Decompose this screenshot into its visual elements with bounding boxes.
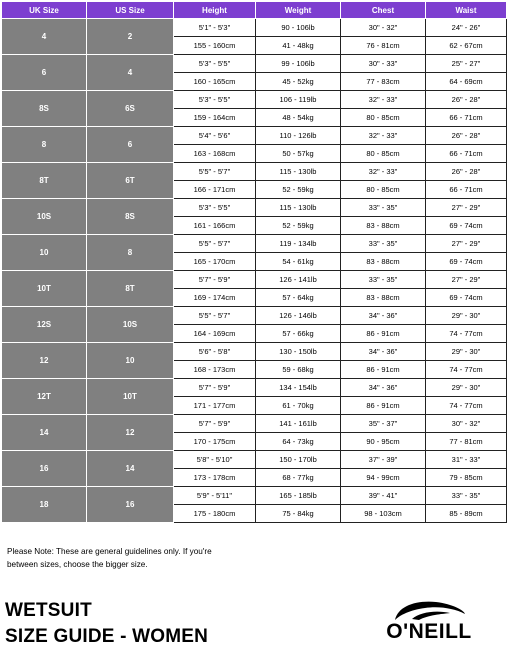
table-row [2, 199, 507, 217]
height-cell: 5'9" - 5'11" [174, 487, 256, 505]
height-cell: 175 - 180cm [174, 505, 256, 523]
uk-size-cell: 8T [2, 163, 87, 199]
height-cell: 155 - 160cm [174, 37, 256, 55]
chest-cell: 86 - 91cm [341, 397, 426, 415]
waist-cell: 66 - 71cm [426, 181, 507, 199]
height-cell: 5'6" - 5'8" [174, 343, 256, 361]
weight-cell: 99 - 106lb [256, 55, 341, 73]
uk-size-cell: 8S [2, 91, 87, 127]
waist-cell: 69 - 74cm [426, 289, 507, 307]
chest-cell: 30" - 33" [341, 55, 426, 73]
header-uk-size: UK Size [2, 2, 87, 19]
chest-cell: 98 - 103cm [341, 505, 426, 523]
uk-size-cell: 4 [2, 19, 87, 55]
weight-cell: 52 - 59kg [256, 181, 341, 199]
table-body [2, 19, 507, 523]
waist-cell: 64 - 69cm [426, 73, 507, 91]
waist-cell: 33" - 35" [426, 487, 507, 505]
chest-cell: 33" - 35" [341, 199, 426, 217]
us-size-cell: 10T [87, 379, 174, 415]
chest-cell: 34" - 36" [341, 343, 426, 361]
us-size-cell: 10 [87, 343, 174, 379]
uk-size-cell: 10S [2, 199, 87, 235]
uk-size-cell: 18 [2, 487, 87, 523]
table-row [2, 19, 507, 37]
waist-cell: 66 - 71cm [426, 145, 507, 163]
chest-cell: 32" - 33" [341, 127, 426, 145]
table-row [2, 379, 507, 397]
waist-cell: 79 - 85cm [426, 469, 507, 487]
weight-cell: 134 - 154lb [256, 379, 341, 397]
uk-size-cell: 10 [2, 235, 87, 271]
us-size-cell: 8S [87, 199, 174, 235]
height-cell: 163 - 168cm [174, 145, 256, 163]
height-cell: 5'7" - 5'9" [174, 271, 256, 289]
height-cell: 165 - 170cm [174, 253, 256, 271]
chest-cell: 83 - 88cm [341, 217, 426, 235]
height-cell: 5'3" - 5'5" [174, 91, 256, 109]
chest-cell: 83 - 88cm [341, 253, 426, 271]
chest-cell: 34" - 36" [341, 307, 426, 325]
waist-cell: 77 - 81cm [426, 433, 507, 451]
chest-cell: 33" - 35" [341, 271, 426, 289]
waist-cell: 26" - 28" [426, 127, 507, 145]
height-cell: 161 - 166cm [174, 217, 256, 235]
guide-title [5, 598, 208, 650]
chest-cell: 80 - 85cm [341, 181, 426, 199]
weight-cell: 126 - 146lb [256, 307, 341, 325]
height-cell: 169 - 174cm [174, 289, 256, 307]
weight-cell: 75 - 84kg [256, 505, 341, 523]
uk-size-cell: 12S [2, 307, 87, 343]
waist-cell: 30" - 32" [426, 415, 507, 433]
weight-cell: 115 - 130lb [256, 163, 341, 181]
weight-cell: 41 - 48kg [256, 37, 341, 55]
weight-cell: 165 - 185lb [256, 487, 341, 505]
table-row [2, 55, 507, 73]
waist-cell: 74 - 77cm [426, 361, 507, 379]
chest-cell: 86 - 91cm [341, 325, 426, 343]
weight-cell: 50 - 57kg [256, 145, 341, 163]
height-cell: 5'5" - 5'7" [174, 307, 256, 325]
table-row [2, 127, 507, 145]
chest-cell: 76 - 81cm [341, 37, 426, 55]
title-line-2: SIZE GUIDE - WOMEN [5, 626, 209, 647]
weight-cell: 119 - 134lb [256, 235, 341, 253]
waist-cell: 26" - 28" [426, 91, 507, 109]
weight-cell: 126 - 141lb [256, 271, 341, 289]
height-cell: 168 - 173cm [174, 361, 256, 379]
weight-cell: 64 - 73kg [256, 433, 341, 451]
brand-logo [357, 597, 502, 653]
us-size-cell: 10S [87, 307, 174, 343]
height-cell: 5'5" - 5'7" [174, 163, 256, 181]
chest-cell: 90 - 95cm [341, 433, 426, 451]
height-cell: 5'8" - 5'10" [174, 451, 256, 469]
title-line-1: WETSUIT [5, 600, 92, 621]
uk-size-cell: 6 [2, 55, 87, 91]
table-row [2, 487, 507, 505]
weight-cell: 130 - 150lb [256, 343, 341, 361]
header-height: Height [174, 2, 256, 19]
waist-cell: 24" - 26" [426, 19, 507, 37]
size-table [1, 1, 507, 523]
chest-cell: 32" - 33" [341, 91, 426, 109]
weight-cell: 52 - 59kg [256, 217, 341, 235]
chest-cell: 86 - 91cm [341, 361, 426, 379]
height-cell: 5'3" - 5'5" [174, 55, 256, 73]
us-size-cell: 2 [87, 19, 174, 55]
table-row [2, 235, 507, 253]
us-size-cell: 6S [87, 91, 174, 127]
height-cell: 5'5" - 5'7" [174, 235, 256, 253]
height-cell: 5'4" - 5'6" [174, 127, 256, 145]
chest-cell: 77 - 83cm [341, 73, 426, 91]
weight-cell: 90 - 106lb [256, 19, 341, 37]
weight-cell: 150 - 170lb [256, 451, 341, 469]
height-cell: 164 - 169cm [174, 325, 256, 343]
waist-cell: 29" - 30" [426, 307, 507, 325]
waist-cell: 85 - 89cm [426, 505, 507, 523]
height-cell: 173 - 178cm [174, 469, 256, 487]
table-row [2, 415, 507, 433]
uk-size-cell: 12 [2, 343, 87, 379]
header-chest: Chest [341, 2, 426, 19]
sizing-note [7, 545, 307, 571]
uk-size-cell: 14 [2, 415, 87, 451]
us-size-cell: 8T [87, 271, 174, 307]
us-size-cell: 16 [87, 487, 174, 523]
header-us-size: US Size [87, 2, 174, 19]
note-line-1: Please Note: These are general guidelines only. If you're [7, 547, 212, 556]
waist-cell: 26" - 28" [426, 163, 507, 181]
chest-cell: 80 - 85cm [341, 109, 426, 127]
height-cell: 166 - 171cm [174, 181, 256, 199]
chest-cell: 94 - 99cm [341, 469, 426, 487]
weight-cell: 141 - 161lb [256, 415, 341, 433]
us-size-cell: 8 [87, 235, 174, 271]
us-size-cell: 4 [87, 55, 174, 91]
table-row [2, 163, 507, 181]
height-cell: 160 - 165cm [174, 73, 256, 91]
weight-cell: 68 - 77kg [256, 469, 341, 487]
note-line-2: between sizes, choose the bigger size. [7, 560, 148, 569]
chest-cell: 80 - 85cm [341, 145, 426, 163]
height-cell: 5'1" - 5'3" [174, 19, 256, 37]
waist-cell: 25" - 27" [426, 55, 507, 73]
table-header-row [2, 2, 507, 19]
header-waist: Waist [426, 2, 507, 19]
height-cell: 171 - 177cm [174, 397, 256, 415]
chest-cell: 32" - 33" [341, 163, 426, 181]
weight-cell: 59 - 68kg [256, 361, 341, 379]
waist-cell: 27" - 29" [426, 271, 507, 289]
height-cell: 159 - 164cm [174, 109, 256, 127]
waist-cell: 74 - 77cm [426, 325, 507, 343]
weight-cell: 61 - 70kg [256, 397, 341, 415]
us-size-cell: 6T [87, 163, 174, 199]
height-cell: 5'7" - 5'9" [174, 415, 256, 433]
table-row [2, 343, 507, 361]
chest-cell: 83 - 88cm [341, 289, 426, 307]
waist-cell: 66 - 71cm [426, 109, 507, 127]
waist-cell: 27" - 29" [426, 199, 507, 217]
weight-cell: 57 - 66kg [256, 325, 341, 343]
waist-cell: 74 - 77cm [426, 397, 507, 415]
uk-size-cell: 8 [2, 127, 87, 163]
table-row [2, 451, 507, 469]
chest-cell: 37" - 39" [341, 451, 426, 469]
uk-size-cell: 12T [2, 379, 87, 415]
uk-size-cell: 10T [2, 271, 87, 307]
us-size-cell: 14 [87, 451, 174, 487]
table-row [2, 271, 507, 289]
weight-cell: 45 - 52kg [256, 73, 341, 91]
waist-cell: 27" - 29" [426, 235, 507, 253]
waist-cell: 29" - 30" [426, 379, 507, 397]
chest-cell: 30" - 32" [341, 19, 426, 37]
uk-size-cell: 16 [2, 451, 87, 487]
weight-cell: 54 - 61kg [256, 253, 341, 271]
table-row [2, 307, 507, 325]
waist-cell: 69 - 74cm [426, 253, 507, 271]
table-row [2, 91, 507, 109]
height-cell: 5'7" - 5'9" [174, 379, 256, 397]
height-cell: 170 - 175cm [174, 433, 256, 451]
chest-cell: 33" - 35" [341, 235, 426, 253]
waist-cell: 69 - 74cm [426, 217, 507, 235]
weight-cell: 106 - 119lb [256, 91, 341, 109]
height-cell: 5'3" - 5'5" [174, 199, 256, 217]
header-weight: Weight [256, 2, 341, 19]
us-size-cell: 12 [87, 415, 174, 451]
waist-cell: 31" - 33" [426, 451, 507, 469]
chest-cell: 35" - 37" [341, 415, 426, 433]
brand-logo-text: O'NEILL [386, 620, 472, 643]
waist-cell: 62 - 67cm [426, 37, 507, 55]
weight-cell: 110 - 126lb [256, 127, 341, 145]
weight-cell: 115 - 130lb [256, 199, 341, 217]
chest-cell: 34" - 36" [341, 379, 426, 397]
us-size-cell: 6 [87, 127, 174, 163]
weight-cell: 48 - 54kg [256, 109, 341, 127]
chest-cell: 39" - 41" [341, 487, 426, 505]
weight-cell: 57 - 64kg [256, 289, 341, 307]
waist-cell: 29" - 30" [426, 343, 507, 361]
